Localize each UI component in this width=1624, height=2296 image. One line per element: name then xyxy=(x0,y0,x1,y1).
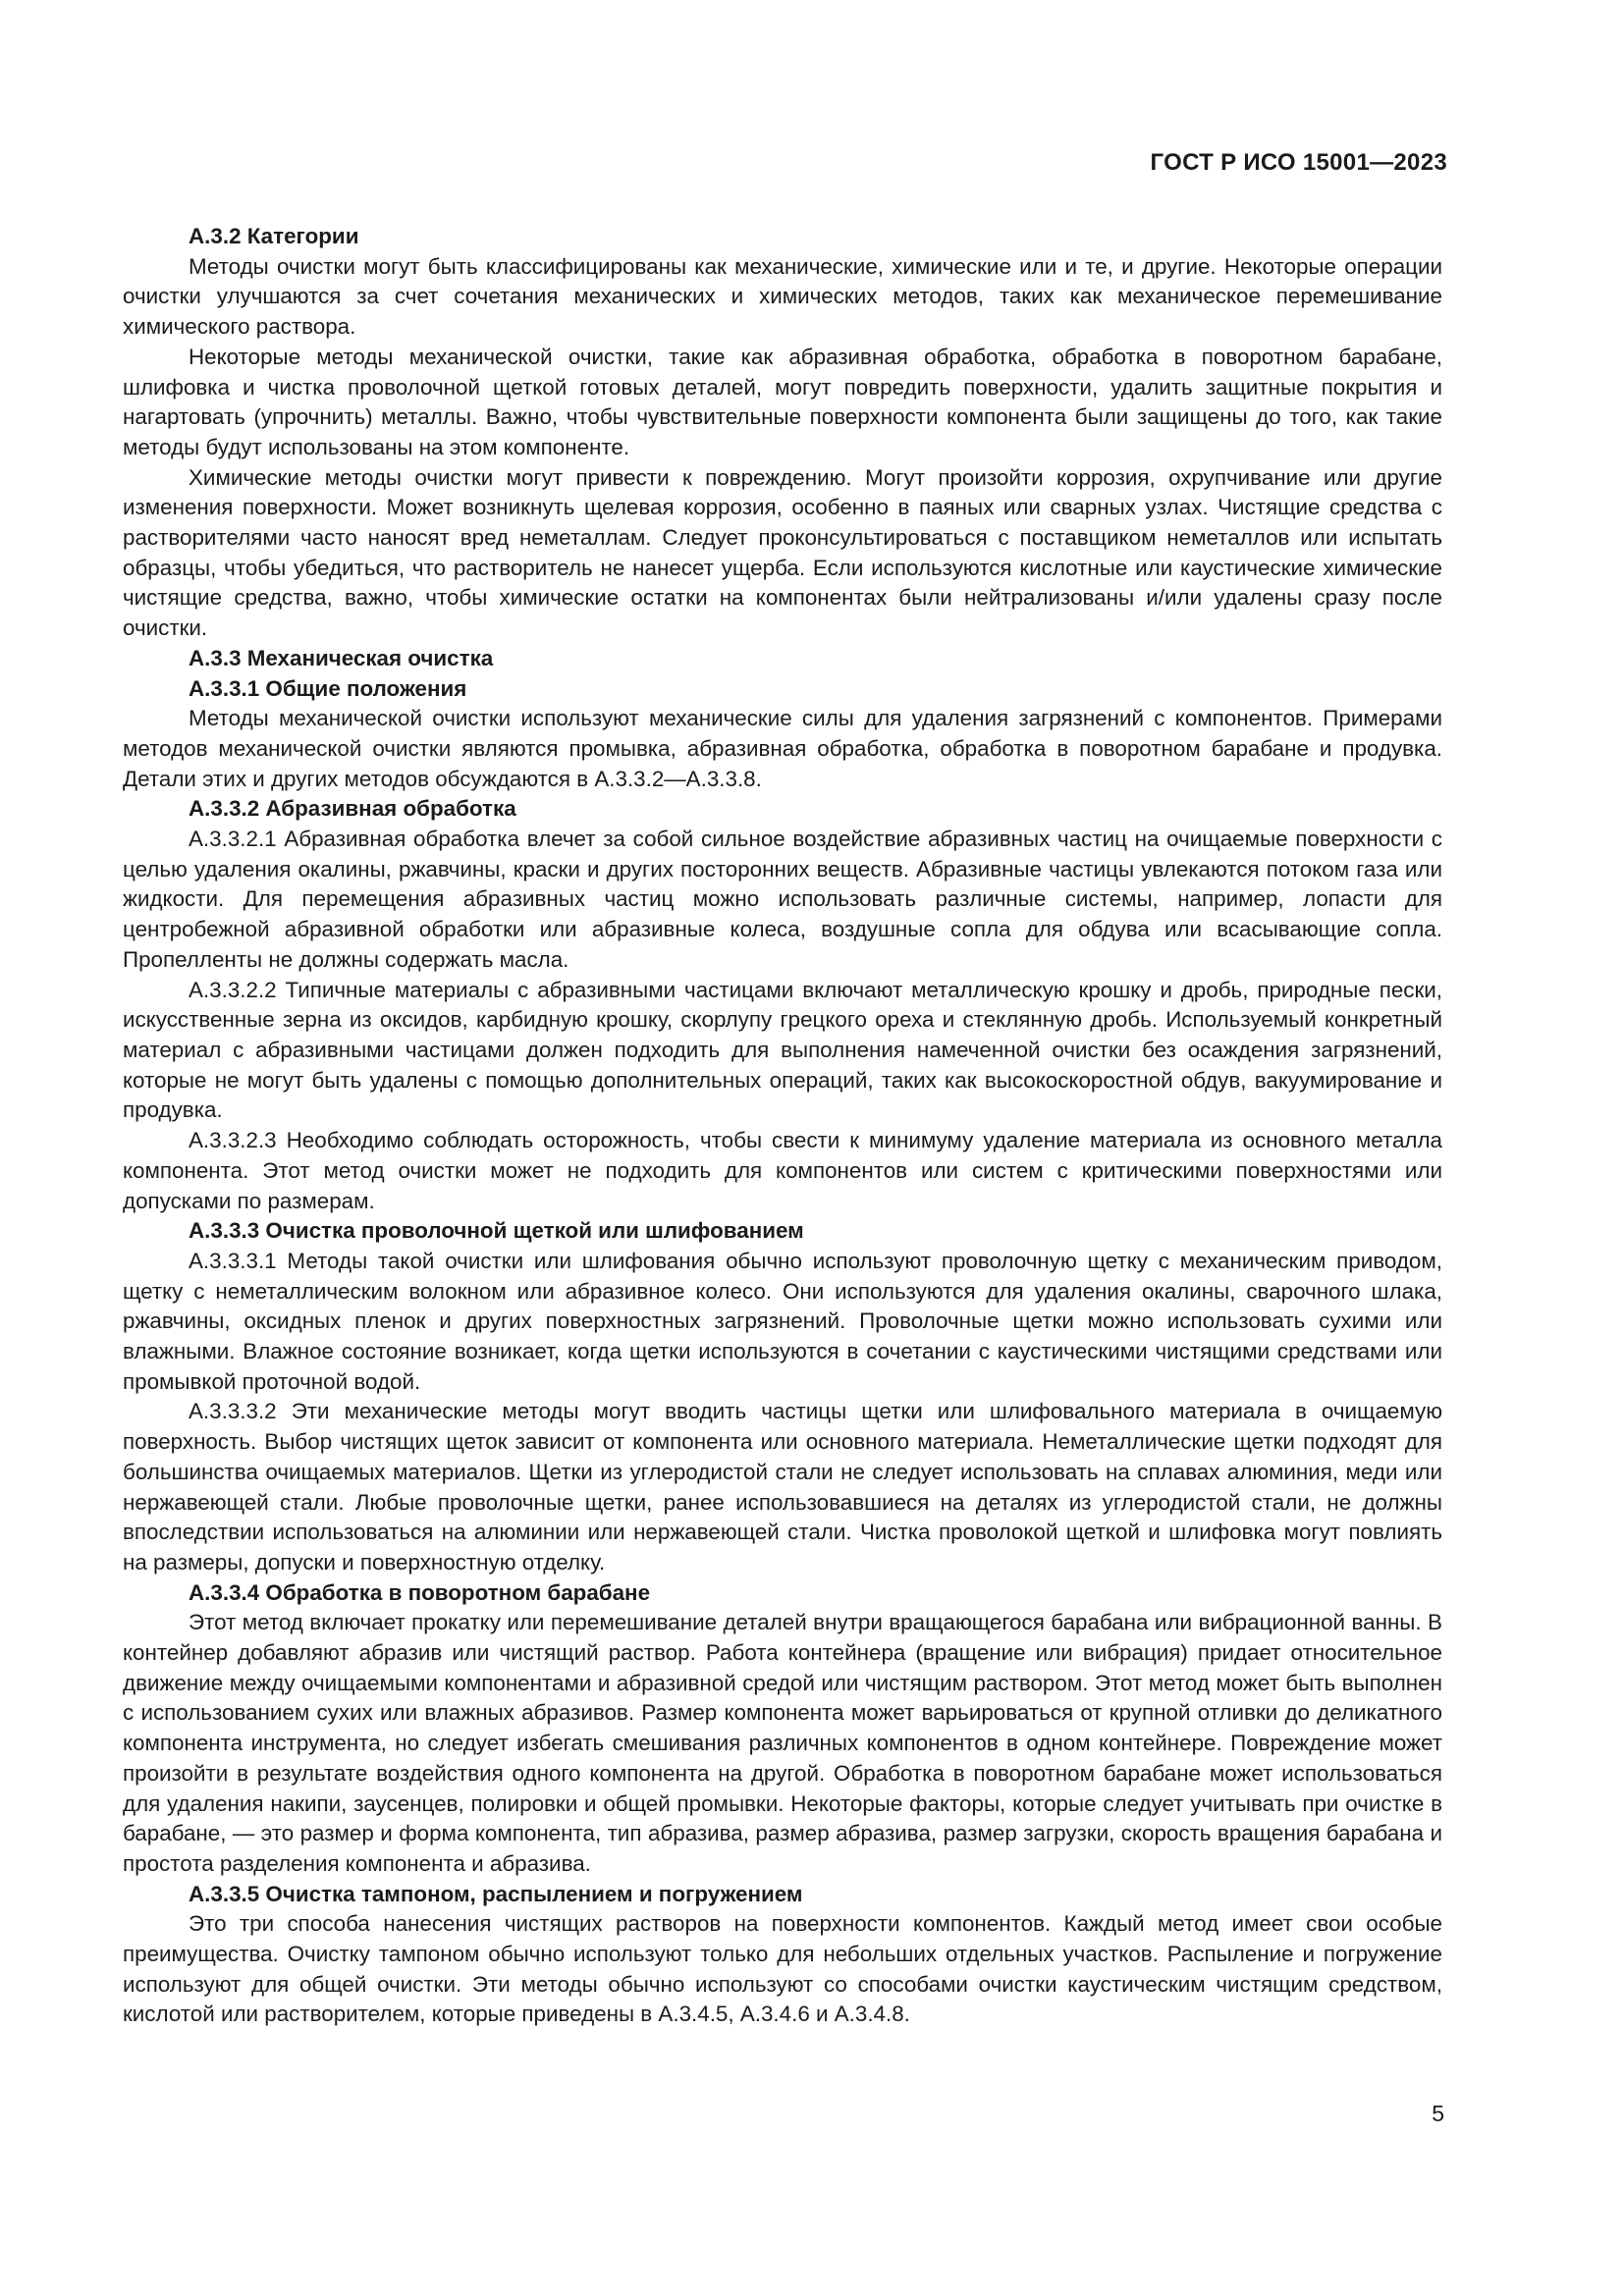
paragraph: Этот метод включает прокатку или перемешивание деталей внутри вращающегося барабана или вибрационной ванны. В контейнер добавляют абразив или чистящий раствор. Работа контейнера (вращение или вибрация) придает относительное движение между очищаемыми компонентами и абразивной средой или чистящим раствором. Этот метод может быть выполнен с использованием сухих или влажных абразивов. Размер компонента может варьироваться от крупной отливки до деликатного компонента инструмента, но следует избегать смешивания различных компонентов в одном контейнере. Повреждение может произойти в результате воздействия одного компонента на другой. Обработка в поворотном барабане может использоваться для удаления накипи, заусенцев, полировки и общей промывки. Некоторые факторы, которые следует учитывать при очистке в барабане, — это размер и форма компонента, тип абразива, размер абразива, размер загрузки, скорость вращения барабана и простота разделения компонента и абразива. xyxy=(123,1610,1442,1876)
paragraph: А.3.3.2.3 Необходимо соблюдать осторожность, чтобы свести к минимуму удаление материала из основного металла компонента. Этот метод очистки может не подходить для компонентов или систем с критическими поверхностями или допусками по размерам. xyxy=(123,1128,1442,1213)
section-heading-a32: А.3.2 Категории xyxy=(189,224,359,248)
paragraph: А.3.3.2.2 Типичные материалы с абразивными частицами включают металлическую крошку и дробь, природные пески, искусственные зерна из оксидов, карбидную крошку, скорлупу грецкого ореха и стеклянную дробь. Используемый конкретный материал с абразивными частицами должен подходить для выполнения намеченной очистки без осаждения загрязнений, которые не могут быть удалены с помощью дополнительных операций, таких как высокоскоростной обдув, вакуумирование и продувка. xyxy=(123,977,1442,1123)
paragraph: Некоторые методы механической очистки, такие как абразивная обработка, обработка в поворотном барабане, шлифовка и чистка проволочной щеткой готовых деталей, могут повредить поверхности, удалить защитные покрытия и нагартовать (упрочнить) металлы. Важно, чтобы чувствительные поверхности компонента были защищены до того, как такие методы будут использованы на этом компоненте. xyxy=(123,344,1442,459)
paragraph: Это три способа нанесения чистящих растворов на поверхности компонентов. Каждый метод имеет свои особые преимущества. Очистку тампоном обычно используют только для небольших отдельных участков. Распыление и погружение используют для общей очистки. Эти методы обычно используют со способами очистки каустическим чистящим средством, кислотой или растворителем, которые приведены в А.3.4.5, А.3.4.6 и А.3.4.8. xyxy=(123,1911,1442,2027)
section-heading-a333: А.3.3.3 Очистка проволочной щеткой или шлифованием xyxy=(189,1218,804,1244)
document-body xyxy=(123,222,1442,2030)
page-number: 5 xyxy=(1432,2101,1444,2126)
paragraph: Методы механической очистки используют механические силы для удаления загрязнений с компонентов. Примерами методов механической очистки являются промывка, абразивная обработка, обработка в поворотном барабане и продувка. Детали этих и других методов обсуждаются в А.3.3.2—А.3.3.8. xyxy=(123,706,1442,791)
section-heading-a33: А.3.3 Механическая очистка xyxy=(189,645,494,670)
paragraph: Химические методы очистки могут привести к повреждению. Могут произойти коррозия, охрупчивание или другие изменения поверхности. Может возникнуть щелевая коррозия, особенно в паяных или сварных узлах. Чистящие средства с растворителями часто наносят вред неметаллам. Следует проконсультироваться с поставщиком неметаллов или испытать образцы, чтобы убедиться, что растворитель не нанесет ущерба. Если используются кислотные или каустические химические чистящие средства, важно, чтобы химические остатки на компонентах были нейтрализованы и/или удалены сразу после очистки. xyxy=(123,464,1442,641)
section-heading-a335: А.3.3.5 Очистка тампоном, распылением и погружением xyxy=(189,1881,803,1906)
section-heading-a334: А.3.3.4 Обработка в поворотном барабане xyxy=(189,1579,651,1605)
paragraph: А.3.3.3.2 Эти механические методы могут вводить частицы щетки или шлифовального материала в очищаемую поверхность. Выбор чистящих щеток зависит от компонента или основного материала. Неметаллические щетки подходят для большинства очищаемых материалов. Щетки из углеродистой стали не следует использовать на сплавах алюминия, меди или нержавеющей стали. Любые проволочные щетки, ранее использовавшиеся на деталях из углеродистой стали, не должны впоследствии использоваться на алюминии или нержавеющей стали. Чистка проволокой щеткой и шлифовка могут повлиять на размеры, допуски и поверхностную отделку. xyxy=(123,1399,1442,1575)
document-standard-header: ГОСТ Р ИСО 15001—2023 xyxy=(1150,149,1447,176)
section-heading-a332: А.3.3.2 Абразивная обработка xyxy=(189,796,516,822)
section-heading-a331: А.3.3.1 Общие положения xyxy=(189,675,467,701)
paragraph: Методы очистки могут быть классифицированы как механические, химические или и те, и другие. Некоторые операции очистки улучшаются за счет сочетания механических и химических методов, таких как механическое перемешивание химического раствора. xyxy=(123,253,1442,340)
paragraph: А.3.3.3.1 Методы такой очистки или шлифования обычно используют проволочную щетку с механическим приводом, щетку с неметаллическим волокном или абразивное колесо. Они используются для удаления окалины, сварочного шлака, ржавчины, оксидных пленок и других поверхностных загрязнений. Проволочные щетки можно использовать сухими или влажными. Влажное состояние возникает, когда щетки используются в сочетании с каустическими чистящими средствами или промывкой проточной водой. xyxy=(123,1248,1442,1394)
paragraph: А.3.3.2.1 Абразивная обработка влечет за собой сильное воздействие абразивных частиц на очищаемые поверхности с целью удаления окалины, ржавчины, краски и других посторонних веществ. Абразивные частицы увлекаются потоком газа или жидкости. Для перемещения абразивных частиц можно использовать различные системы, например, лопасти для центробежной абразивной обработки или абразивные колеса, воздушные сопла для обдува или всасывающие сопла. Пропелленты не должны содержать масла. xyxy=(123,827,1442,972)
